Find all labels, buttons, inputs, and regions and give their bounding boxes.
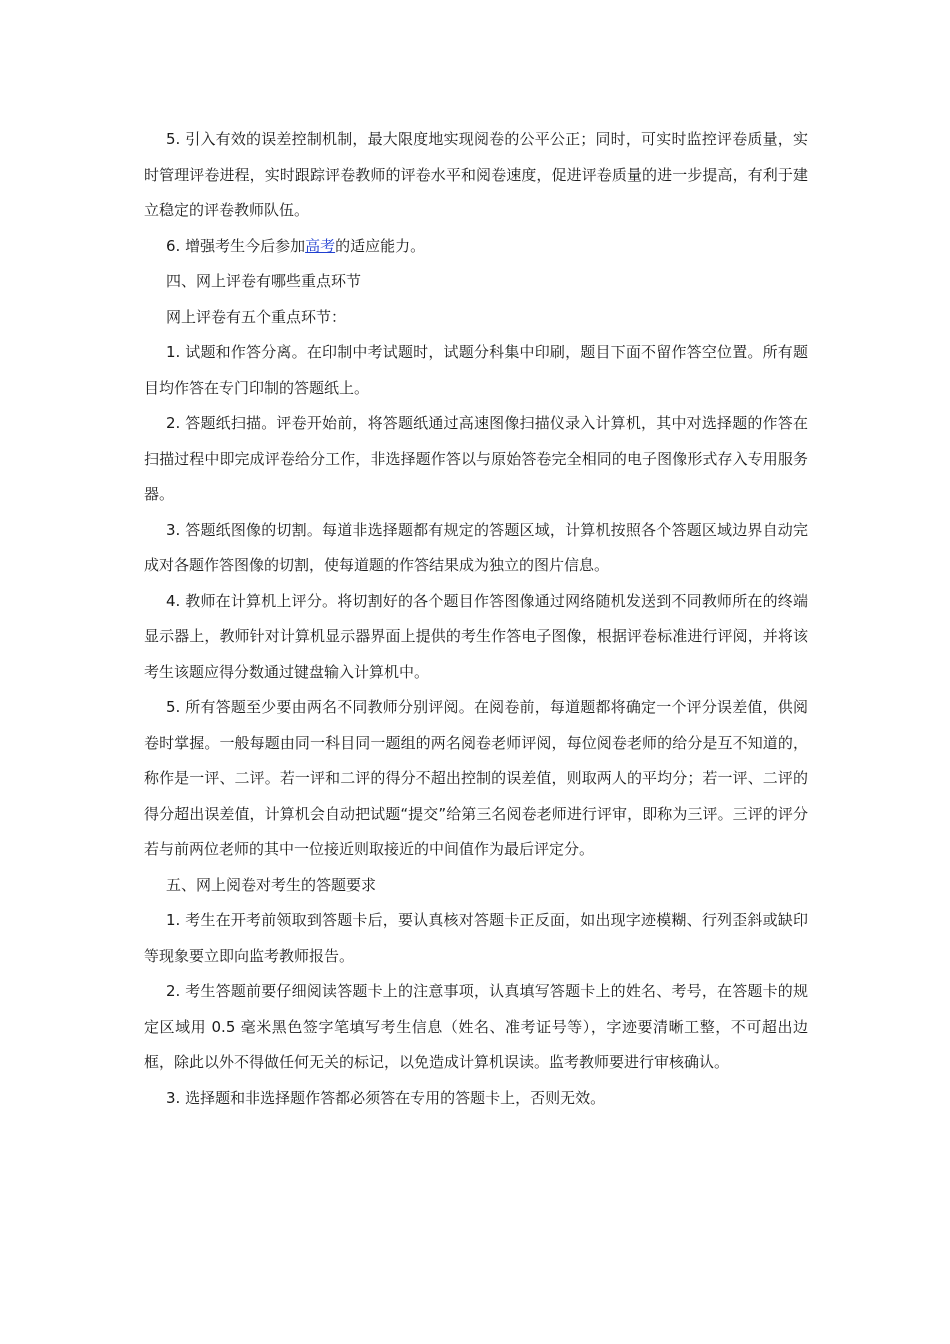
paragraph-text: 的适应能力。 [335,236,426,255]
paragraph-requirement-3: 3. 选择题和非选择题作答都必须答在专用的答题卡上，否则无效。 [166,1088,606,1107]
paragraph-step-1: 1. 试题和作答分离。在印制中考试题时，试题分科集中印刷，题目下面不留作答空位置。所有题目均作答在专门印制的答题纸上。 [144,343,808,397]
paragraph-item-5-error-control: 5. 引入有效的误差控制机制，最大限度地实现阅卷的公平公正；同时，可实时监控评卷质量，实时管理评卷进程，实时跟踪评卷教师的评卷水平和阅卷速度，促进评卷质量的进一步提高，有利于建立稳定的评卷教师队伍。 [144,130,808,219]
section-heading-4: 四、网上评卷有哪些重点环节 [166,272,362,290]
paragraph-item-6-adaptability [144,229,808,265]
document-body [144,122,808,1116]
paragraph-step-2: 2. 答题纸扫描。评卷开始前，将答题纸通过高速图像扫描仪录入计算机，其中对选择题的作答在扫描过程中即完成评卷给分工作，非选择题作答以与原始答卷完全相同的电子图像形式存入专用服务器。 [144,414,808,503]
paragraph-requirement-1: 1. 考生在开考前领取到答题卡后，要认真核对答题卡正反面，如出现字迹模糊、行列歪斜或缺印等现象要立即向监考教师报告。 [144,911,808,965]
paragraph-step-4: 4. 教师在计算机上评分。将切割好的各个题目作答图像通过网络随机发送到不同教师所在的终端显示器上，教师针对计算机显示器界面上提供的考生作答电子图像，根据评卷标准进行评阅，并将该考生该题应得分数通过键盘输入计算机中。 [144,591,808,681]
paragraph-text: 6. 增强考生今后参加 [166,236,306,255]
paragraph-step-3: 3. 答题纸图像的切割。每道非选择题都有规定的答题区域，计算机按照各个答题区域边界自动完成对各题作答图像的切割，使每道题的作答结果成为独立的图片信息。 [144,520,808,574]
paragraph-step-5: 5. 所有答题至少要由两名不同教师分别评阅。在阅卷前，每道题都将确定一个评分误差值，供阅卷时掌握。一般每题由同一科目同一题组的两名阅卷老师评阅，每位阅卷老师的给分是互不知道的，称作是一评、二评。若一评和二评的得分不超出控制的误差值，则取两人的平均分；若一评、二评的得分超出误差值，计算机会自动把试题“提交”给第三名阅卷老师进行评审，即称为三评。三评的评分若与前两位老师的其中一位接近则取接近的中间值作为最后评定分。 [144,698,808,858]
section-heading-5: 五、网上阅卷对考生的答题要求 [166,875,377,894]
paragraph-intro-five-steps: 网上评卷有五个重点环节： [166,307,347,326]
paragraph-requirement-2: 2. 考生答题前要仔细阅读答题卡上的注意事项，认真填写答题卡上的姓名、考号，在答题卡的规定区域用 0.5 毫米黑色签字笔填写考生信息（姓名、准考证号等），字迹要清晰工整，不可超出边框，除此以外不得做任何无关的标记，以免造成计算机误读。监考教师要进行审核确认。 [144,982,808,1071]
gaokao-link[interactable]: 高考 [305,236,336,255]
